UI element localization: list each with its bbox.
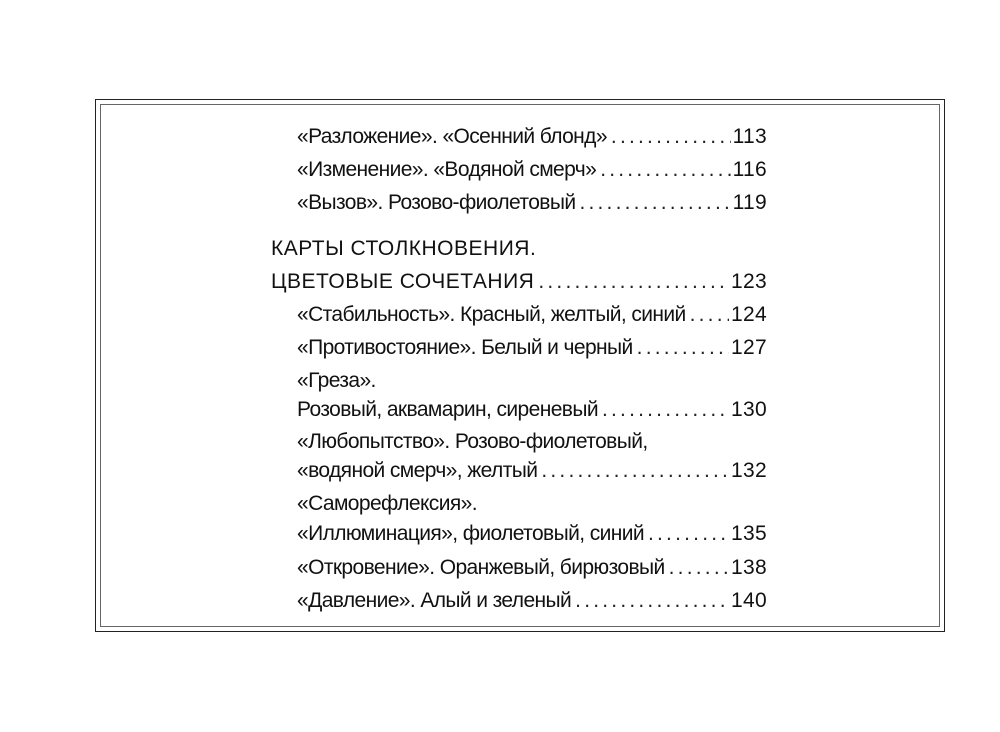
toc-entry-title: «Противостояние». Белый и черный [297, 336, 633, 359]
toc-entry-title: «Вызов». Розово-фиолетовый [297, 191, 576, 214]
toc-entry-title: «Стабильность». Красный, желтый, синий [297, 303, 686, 326]
toc-page-number: 119 [732, 191, 767, 214]
toc-entry [297, 303, 767, 333]
toc-dot-leader [637, 336, 729, 360]
toc-entry-title-line: «Любопытство». Розово-фиолетовый, [297, 430, 648, 453]
toc-entry [297, 158, 767, 188]
toc-page-number: 124 [731, 303, 767, 326]
toc-section-entry [271, 270, 767, 300]
toc-entry [297, 556, 767, 586]
toc-entry-title: «Давление». Алый и зеленый [297, 589, 572, 612]
toc-entry [297, 125, 767, 155]
toc-dot-leader [690, 303, 729, 327]
toc-page-number: 116 [732, 158, 767, 181]
toc-dot-leader [579, 191, 730, 215]
toc-page-number: 138 [731, 556, 767, 579]
toc-entry-title: «водяной смерч», желтый [297, 459, 538, 482]
toc-entry-title: «Откровение». Оранжевый, бирюзовый [297, 556, 665, 579]
toc-dot-leader [600, 158, 730, 182]
toc-page-number: 135 [731, 522, 767, 545]
toc-page-number: 113 [732, 125, 767, 148]
toc-entry [297, 191, 767, 221]
toc-section-title: ЦВЕТОВЫЕ СОЧЕТАНИЯ [271, 270, 535, 293]
toc-section-heading: КАРТЫ СТОЛКНОВЕНИЯ. [271, 237, 537, 260]
toc-entry [297, 522, 767, 552]
toc-dot-leader [541, 459, 729, 483]
toc-dot-leader [538, 270, 729, 294]
toc-entry-title-line: «Саморефлексия». [297, 492, 477, 515]
toc-page-number: 132 [731, 459, 767, 482]
toc-page-number: 130 [731, 398, 767, 421]
toc-page-number: 123 [731, 270, 767, 293]
toc-dot-leader [602, 398, 729, 422]
toc-dot-leader [648, 522, 729, 546]
toc-entry-title: «Иллюминация», фиолетовый, синий [297, 522, 644, 545]
toc-dot-leader [611, 125, 731, 149]
toc-entry [297, 459, 767, 489]
toc-entry [297, 589, 767, 619]
toc-entry [297, 336, 767, 366]
toc-entry [297, 398, 767, 428]
toc-page-number: 127 [731, 336, 767, 359]
toc-entry-title: «Изменение». «Водяной смерч» [297, 158, 597, 181]
toc-entry-title-line: «Греза». [297, 369, 376, 392]
toc-dot-leader [575, 589, 729, 613]
toc-page-number: 140 [731, 589, 767, 612]
toc-entry-title: Розовый, аквамарин, сиреневый [297, 398, 598, 421]
toc-dot-leader [669, 556, 729, 580]
toc-entry-title: «Разложение». «Осенний блонд» [297, 125, 607, 148]
